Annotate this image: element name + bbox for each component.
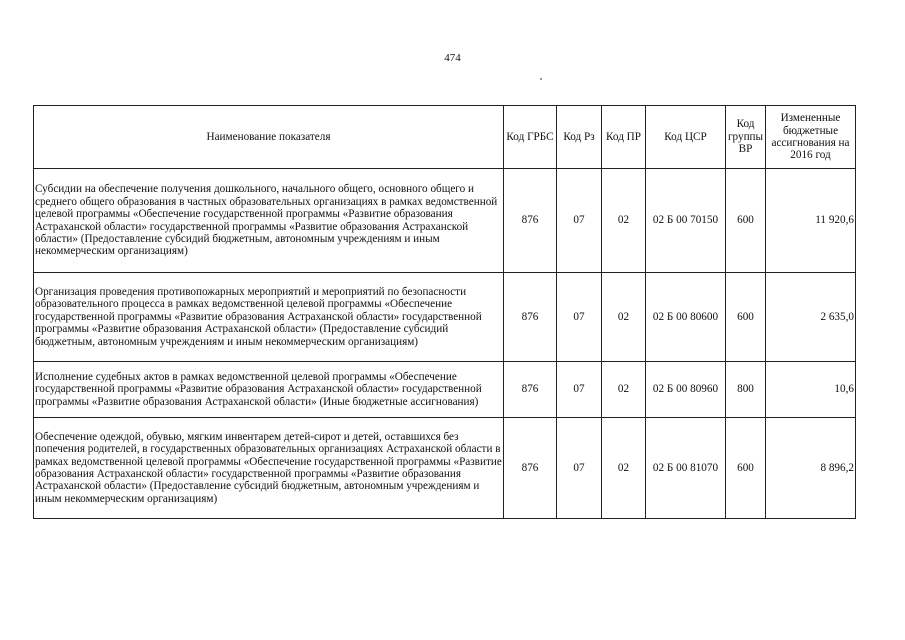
cell-csr: 02 Б 00 80960	[646, 362, 726, 418]
header-name: Наименование показателя	[34, 106, 504, 169]
cell-amount: 10,6	[766, 362, 856, 418]
page-number: 474	[444, 52, 461, 64]
header-vr: Код группы ВР	[726, 106, 766, 169]
cell-vr: 800	[726, 362, 766, 418]
cell-csr: 02 Б 00 81070	[646, 418, 726, 519]
cell-csr: 02 Б 00 70150	[646, 169, 726, 273]
cell-pr: 02	[602, 418, 646, 519]
cell-grbs: 876	[504, 418, 557, 519]
table-row	[34, 169, 856, 273]
table-header-row	[34, 106, 856, 169]
cell-rz: 07	[557, 273, 602, 362]
budget-table	[33, 105, 856, 519]
cell-name: Субсидии на обеспечение получения дошкольного, начального общего, основного общего и среднего общего образования в частных образовательных организациях в рамках ведомственной целевой программы «Обеспечение государственной программы «Развитие образования Астраханской области» государственной программы «Развитие образования Астраханской области» (Предоставление субсидий бюджетным, автономным учреждениям и иным некоммерческим организациям)	[34, 169, 504, 273]
cell-amount: 2 635,0	[766, 273, 856, 362]
cell-grbs: 876	[504, 169, 557, 273]
cell-name: Исполнение судебных актов в рамках ведомственной целевой программы «Обеспечение государственной программы «Развитие образования Астраханской области» государственной программы «Развитие образования Астраханской области» (Иные бюджетные ассигнования)	[34, 362, 504, 418]
cell-csr: 02 Б 00 80600	[646, 273, 726, 362]
table-row	[34, 362, 856, 418]
cell-vr: 600	[726, 169, 766, 273]
cell-name: Организация проведения противопожарных мероприятий и мероприятий по безопасности образовательного процесса в рамках ведомственной целевой программы «Обеспечение государственной программы «Развитие образования Астраханской области» государственной программы «Развитие образования Астраханской области» (Предоставление субсидий бюджетным, автономным учреждениям и иным некоммерческим организациям)	[34, 273, 504, 362]
cell-vr: 600	[726, 418, 766, 519]
cell-amount: 8 896,2	[766, 418, 856, 519]
cell-rz: 07	[557, 362, 602, 418]
scan-speck	[540, 78, 542, 80]
header-pr: Код ПР	[602, 106, 646, 169]
cell-grbs: 876	[504, 273, 557, 362]
cell-pr: 02	[602, 362, 646, 418]
cell-name: Обеспечение одеждой, обувью, мягким инвентарем детей-сирот и детей, оставшихся без попечения родителей, в государственных образовательных организациях Астраханской области в рамках ведомственной целевой программы «Обеспечение государственной программы «Развитие образования Астраханской области» государственной программы «Развитие образования Астраханской области» (Предоставление субсидий бюджетным, автономным учреждениям и иным некоммерческим организациям)	[34, 418, 504, 519]
cell-pr: 02	[602, 273, 646, 362]
cell-rz: 07	[557, 418, 602, 519]
header-amount: Измененные бюджетные ассигнования на 2016 год	[766, 106, 856, 169]
header-csr: Код ЦСР	[646, 106, 726, 169]
table-row	[34, 418, 856, 519]
cell-rz: 07	[557, 169, 602, 273]
cell-pr: 02	[602, 169, 646, 273]
header-grbs: Код ГРБС	[504, 106, 557, 169]
table-row	[34, 273, 856, 362]
cell-vr: 600	[726, 273, 766, 362]
cell-amount: 11 920,6	[766, 169, 856, 273]
header-rz: Код Рз	[557, 106, 602, 169]
cell-grbs: 876	[504, 362, 557, 418]
